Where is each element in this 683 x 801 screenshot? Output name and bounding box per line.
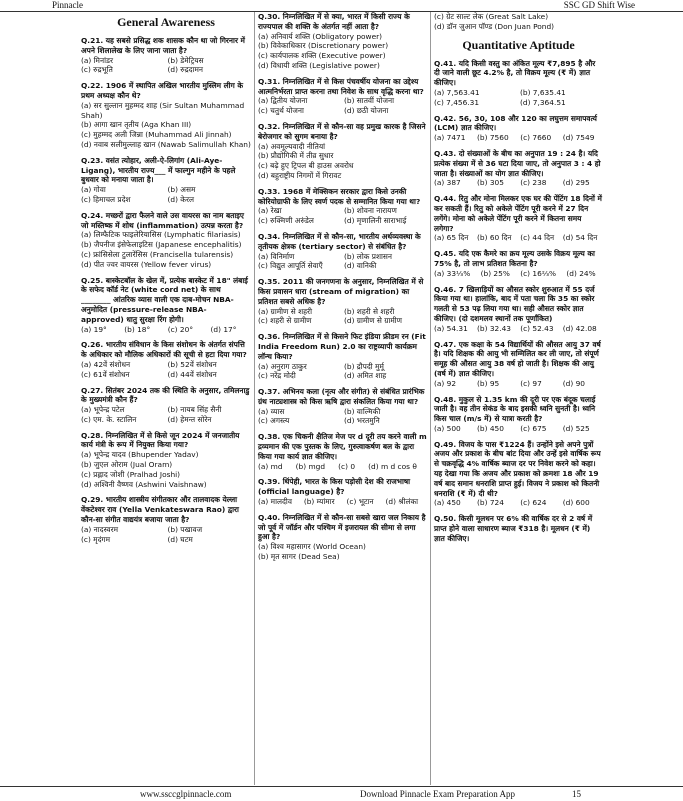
option: (c) 0 bbox=[338, 461, 356, 471]
options-list bbox=[258, 96, 427, 116]
options-list bbox=[81, 360, 251, 380]
question-text: Q.46. 7 खिलाड़ियों का औसत स्कोर शुरुआत में 55 दर्ज किया गया था। हालांकि, बाद में पता चला कि 35 का स्कोर गलती से 53 पढ़ लिया गया था। सही औसत स्कोर ज्ञात कीजिए। (दो दशमलव स्थानों तक पूर्णांकित) bbox=[434, 284, 595, 323]
question-block bbox=[434, 514, 603, 543]
option: (a) 42वें संशोधन bbox=[81, 359, 131, 369]
option: (d) बहुराष्ट्रीय निगमों में गिरावट bbox=[258, 170, 342, 180]
option: (c) कार्यपालक शक्ति (Executive power) bbox=[258, 51, 386, 61]
option: (d) केरल bbox=[167, 194, 195, 204]
question-block bbox=[258, 232, 427, 271]
question-text: Q.32. निम्नलिखित में से कौन-सा वह प्रमुख कारक है जिसने बेरोजगार को सुगम बनाया है? bbox=[258, 121, 426, 141]
question-block bbox=[81, 340, 251, 379]
option: (b) 60 दिन bbox=[477, 233, 512, 243]
option: (a) विनिर्माण bbox=[258, 251, 295, 261]
option: (d) 295 bbox=[562, 178, 590, 188]
question-text: Q.27. सितंबर 2024 तक की स्थिति के अनुसार, तमिलनाडु के मुख्यमंत्री कौन हैं? bbox=[81, 385, 250, 405]
option: (a) 500 bbox=[434, 423, 461, 433]
option: (b) मृत सागर (Dead Sea) bbox=[258, 552, 340, 562]
column-middle bbox=[254, 12, 430, 785]
question-block bbox=[258, 387, 427, 426]
footer-app-promo: Download Pinnacle Exam Preparation App bbox=[360, 789, 515, 799]
option: (d) 525 bbox=[562, 423, 590, 433]
option: (a) अवमूल्यवादी नीतियां bbox=[258, 141, 326, 151]
question-text: Q.33. 1968 में मेक्सिकन सरकार द्वारा किसे उनकी कोरियोग्राफी के लिए स्वर्ण पदक से सम्मानित किया गया था? bbox=[258, 186, 421, 206]
question-block bbox=[434, 440, 603, 509]
option: (b) पखावज bbox=[167, 524, 203, 534]
question-text: Q.36. निम्नलिखित में से किसने फिट इंडिया फ्रीडम रन (Fit India Freedom Run) 2.0 का राष्ट्रव्यापी कार्यक्रम लॉन्च किया? bbox=[258, 332, 426, 361]
option: (a) मिनांडर bbox=[81, 55, 113, 65]
options-list bbox=[81, 325, 251, 335]
option: (b) वाल्मिकी bbox=[344, 406, 381, 416]
option: (a) अनुराग ठाकुर bbox=[258, 361, 307, 371]
question-block bbox=[81, 211, 251, 270]
options-list bbox=[258, 252, 427, 272]
question-block bbox=[81, 495, 251, 544]
option: (c) रुक्मिणी अरुंडेल bbox=[258, 216, 314, 226]
question-text: Q.42. 56, 30, 108 और 120 का लघुत्तम समापवर्त्य (LCM) ज्ञात कीजिए। bbox=[434, 113, 597, 133]
question-text: Q.45. यदि एक कैमरे का क्रय मूल्य उसके विक्रय मूल्य का 75% है, तो लाभ प्रतिशत कितना है? bbox=[434, 249, 595, 268]
options-list bbox=[434, 269, 603, 279]
option: (c) रुद्रभूति bbox=[81, 65, 113, 75]
question-text: Q.22. 1906 में स्थापित अखिल भारतीय मुस्लिम लीग के प्रथम अध्यक्ष कौन थे? bbox=[81, 81, 244, 100]
option: (b) 7560 bbox=[477, 133, 509, 143]
question-text: Q.38. एक चिकनी क्षैतिज मेज पर d दूरी तय करने वाली m द्रव्यमान की एक पुस्तक के लिए, गुरुत्वाकर्षण बल के द्वारा किया गया कार्य ज्ञात कीजिए। bbox=[258, 432, 427, 461]
options-list bbox=[434, 233, 603, 243]
option: (d) 17° bbox=[210, 324, 237, 334]
option: (d) नवाब सलीमुल्लाह खान (Nawab Salimullah Khan) bbox=[81, 139, 251, 149]
question-block bbox=[434, 59, 603, 108]
question-text: Q.37. अभिनय कला (नृत्य और संगीत) से संबंधित प्रारंभिक ग्रंथ नाट्यशास्त्र को किस ऋषि द्वारा संकलित किया गया था? bbox=[258, 387, 425, 406]
option: (d) वानिकी bbox=[344, 261, 377, 271]
option: (d) विधायी शक्ति (Legislative power) bbox=[258, 60, 380, 70]
question-text: Q.43. दो संख्याओं के बीच का अनुपात 19 : 24 है। यदि प्रत्येक संख्या में से 36 घटा दिया जाए, तो अनुपात 3 : 4 हो जाता है। संख्याओं का योग ज्ञात कीजिए। bbox=[434, 148, 601, 178]
question-text: Q.30. निम्नलिखित में से क्या, भारत में किसी राज्य के राज्यपाल की शक्ति के अंतर्गत नहीं आता है? bbox=[258, 12, 410, 31]
question-block bbox=[258, 477, 427, 506]
option: (d) अमित शाह bbox=[344, 371, 387, 381]
option: (c) 44 दिन bbox=[520, 233, 555, 243]
option: (c) बढ़े हुए ट्रिपल बी हाउस अवरोध bbox=[258, 161, 354, 171]
page-number: 15 bbox=[572, 789, 581, 799]
option: (a) विश्व महासागर (World Ocean) bbox=[258, 542, 366, 552]
option: (b) 95 bbox=[477, 378, 500, 388]
option: (a) भूपेन्द्र पटेल bbox=[81, 405, 125, 415]
option: (d) अश्विनी वैष्णव (Ashwini Vaishnaw) bbox=[81, 479, 207, 489]
option: (c) हिमाचल प्रदेश bbox=[81, 194, 131, 204]
option: (b) 724 bbox=[477, 498, 504, 508]
question-block bbox=[258, 277, 427, 326]
option: (a) 387 bbox=[434, 178, 461, 188]
question-text: Q.39. थिंपेही, भारत के किस पड़ोसी देश की राजभाषा (official language) है? bbox=[258, 477, 411, 497]
option: (a) 7,563.41 bbox=[434, 87, 480, 97]
section-title: General Awareness bbox=[117, 15, 215, 29]
option: (d) पीत ज्वर वायरस (Yellow fever virus) bbox=[81, 259, 212, 269]
options-list bbox=[434, 88, 603, 108]
header-brand: Pinnacle bbox=[52, 0, 83, 10]
question-block bbox=[434, 194, 603, 243]
option: (a) ग्रामीण से शहरी bbox=[258, 306, 312, 316]
options-list bbox=[258, 497, 427, 507]
option: (a) सर सुल्तान मुहम्मद शाह (Sir Sultan Muhammad Shah) bbox=[81, 100, 245, 120]
options-list bbox=[258, 32, 427, 71]
option: (c) 61वें संशोधन bbox=[81, 369, 130, 379]
options-list bbox=[81, 230, 251, 269]
option: (a) लिम्फैटिक फाइलेरियासिस (Lymphatic filariasis) bbox=[81, 230, 241, 240]
question-text: Q.34. निम्नलिखित में से कौन-सा, भारतीय अर्थव्यवस्था के तृतीयक क्षेत्रक (tertiary sector) से संबंधित है? bbox=[258, 231, 421, 251]
option: (b) 18° bbox=[124, 324, 151, 334]
option: (d) भरतमुनि bbox=[344, 416, 380, 426]
option: (d) 54 दिन bbox=[562, 233, 598, 243]
question-block bbox=[434, 249, 603, 278]
option: (a) 7471 bbox=[434, 133, 466, 143]
question-text: Q.35. 2011 की जनगणना के अनुसार, निम्नलिखित में से किस प्रवासन धारा (stream of migration) का प्रतिशत सबसे अधिक है? bbox=[258, 277, 424, 306]
footer-website: www.ssccglpinnacle.com bbox=[140, 789, 232, 799]
option: (c) फ्रांसिसेला टुलारेंसिस (Francisella tularensis) bbox=[81, 249, 234, 259]
options-list bbox=[258, 462, 427, 472]
option: (a) md bbox=[258, 461, 283, 471]
option: (a) व्यास bbox=[258, 406, 285, 416]
option: (a) गोवा bbox=[81, 185, 106, 195]
option: (d) 24% bbox=[566, 268, 596, 278]
option: (d) 7,364.51 bbox=[520, 97, 566, 107]
option: (d) 7549 bbox=[562, 133, 595, 143]
option: (d) m d cos θ bbox=[368, 461, 417, 471]
question-text: Q.29. भारतीय शास्त्रीय संगीतकार और तालवादक येल्ला वेंकटेश्वर राव (Yella Venkateswara Rao) द्वारा कौन-सा संगीत वाद्ययंत्र बजाया जाता है? bbox=[81, 495, 239, 525]
header-exam-title: SSC GD Shift Wise bbox=[563, 0, 635, 10]
question-text: Q.41. यदि किसी वस्तु का अंकित मूल्य ₹7,895 है और दी जाने वाली छूट 4.2% है, तो विक्रय मूल्य (₹ में) ज्ञात कीजिए। bbox=[434, 58, 596, 88]
question-block bbox=[258, 513, 427, 562]
option: (d) मृणालिनी साराभाई bbox=[344, 216, 407, 226]
option: (a) 19° bbox=[81, 324, 107, 334]
question-text: Q.49. विजय के पास ₹1224 हैं। उन्होंने इसे अपने पुत्रों अजय और प्रकाश के बीच बांट दिया और उन्हें इसे वार्षिक रूप से चक्रवृद्धि 4% वार्षिक ब्याज दर पर निवेश करने को कहा। यह देखा गया कि अजय और प्रकाश को क्रमशः 18 और 19 वर्ष बाद समान धनराशि प्राप्त हुई। विजय ने प्रकाश को कितनी धनराशि (₹ में) दी थी? bbox=[434, 439, 601, 498]
option: (d) 44वें संशोधन bbox=[167, 369, 217, 379]
options-list bbox=[258, 407, 427, 427]
option: (c) 7,456.31 bbox=[434, 97, 480, 107]
question-block bbox=[434, 149, 603, 188]
question-text: Q.44. रितु और मोना मिलकर एक घर की पेंटिंग 18 दिनों में कर सकती हैं। रितु को अकेले पेंटिंग पूरी करने में 27 दिन लगेंगे। मोना को अकेले पेंटिंग पूरी करने में कितना समय लगेगा? bbox=[434, 194, 602, 233]
question-text: Q.40. निम्नलिखित में से कौन-सा सबसे खारा जल निकाय है जो पूर्व में जॉर्डन और पश्चिम में इजरायल की सीमा से लगा हुआ है? bbox=[258, 512, 426, 542]
option: (d) 90 bbox=[562, 378, 586, 388]
option: (c) प्रह्लाद जोशी (Pralhad Joshi) bbox=[81, 469, 181, 479]
option: (c) 675 bbox=[520, 423, 547, 433]
option: (b) 52वें संशोधन bbox=[167, 359, 217, 369]
options-list bbox=[434, 424, 603, 434]
question-text: Q.31. निम्नलिखित में से किस पंचवर्षीय योजना का उद्देश्य आत्मनिर्भरता प्राप्त करना तथा निवेश के साथ वृद्धि करना था? bbox=[258, 76, 424, 96]
option: (b) 25% bbox=[480, 268, 510, 278]
option: (c) शहरी से ग्रामीण bbox=[258, 316, 312, 326]
options-list bbox=[434, 324, 603, 334]
question-text: Q.25. बास्केटबॉल के खेल में, प्रत्येक बास्केट में 18" लंबाई के सफेद कॉर्ड नेट (white cord net) के साथ ________ आंतरिक व्यास वाली एक दाब-मोचन NBA-अनुमोदित (pressure-release NBA- approved) धातु सुरक्षा रिंग होगी। bbox=[81, 275, 248, 324]
question-columns bbox=[78, 12, 606, 785]
option: (c) चतुर्थ योजना bbox=[258, 106, 304, 116]
option: (b) शोवना नारायण bbox=[344, 206, 397, 216]
options-list bbox=[434, 133, 603, 143]
question-text: Q.21. यह सबसे प्रसिद्ध शक शासक कौन था जो गिरनार में अपने शिलालेख के लिए जाना जाता है? bbox=[81, 36, 245, 55]
options-list bbox=[434, 498, 603, 508]
option: (b) द्रौपदी मुर्मू bbox=[344, 361, 384, 371]
option: (c) एम. के. स्टालिन bbox=[81, 414, 137, 424]
option: (c) 20° bbox=[167, 324, 194, 334]
option: (d) छठी योजना bbox=[344, 106, 389, 116]
options-list bbox=[258, 206, 427, 226]
option: (b) mgd bbox=[295, 461, 326, 471]
option: (c) भूटान bbox=[346, 497, 374, 507]
option: (d) हेमन्त सोरेन bbox=[167, 414, 212, 424]
carryover-options bbox=[434, 12, 603, 32]
question-text: Q.47. एक कक्षा के 54 विद्यार्थियों की औसत आयु 37 वर्ष है। यदि शिक्षक की आयु भी सम्मिलित कर ली जाए, तो संपूर्ण समूह की औसत आयु 38 वर्ष हो जाती है। शिक्षक की आयु (वर्ष में) ज्ञात कीजिए। bbox=[434, 339, 601, 378]
option: (b) म्यांमार bbox=[303, 497, 335, 507]
page-footer bbox=[0, 786, 683, 801]
question-text: Q.28. निम्नलिखित में से किसे जून 2024 में जनजातीय कार्य मंत्री के रूप में नियुक्त किया गया? bbox=[81, 430, 240, 450]
page-header bbox=[0, 0, 683, 12]
option: (d) 600 bbox=[562, 498, 590, 508]
question-text: Q.26. भारतीय संविधान के किस संशोधन के अंतर्गत संपत्ति के अधिकार को मौलिक अधिकारों की सूची से हटा दिया गया? bbox=[81, 340, 247, 360]
option: (c) 238 bbox=[520, 178, 547, 188]
options-list bbox=[81, 185, 251, 205]
question-block bbox=[81, 386, 251, 425]
question-block bbox=[81, 156, 251, 205]
option: (c) विद्युत आपूर्ति सेवाएँ bbox=[258, 261, 323, 271]
question-block bbox=[81, 81, 251, 150]
option: (b) जुएल ओराम (Jual Oram) bbox=[81, 460, 173, 470]
option: (b) जैपनीज इंसेफेलाइटिस (Japanese encephalitis) bbox=[81, 240, 242, 250]
option: (a) अनिवार्य शक्ति (Obligatory power) bbox=[258, 31, 383, 41]
question-block bbox=[434, 395, 603, 434]
option: (a) मालदीव bbox=[258, 497, 292, 507]
option: (c) नरेंद्र मोदी bbox=[258, 371, 296, 381]
question-block bbox=[258, 187, 427, 226]
option: (b) असम bbox=[167, 185, 196, 195]
options-list bbox=[258, 142, 427, 181]
question-text: Q.48. मुकुल से 1.35 km की दूरी पर एक बंदूक चलाई जाती है। वह तीन सेकंड के बाद इसकी ध्वनि सुनती है। ध्वनि किस चाल (m/s में) से यात्रा करती है? bbox=[434, 394, 596, 424]
option: (b) लोक प्रशासन bbox=[344, 251, 393, 261]
option: (b) नायब सिंह सैनी bbox=[167, 405, 222, 415]
section-title: Quantitative Aptitude bbox=[462, 37, 575, 52]
column-left bbox=[78, 12, 254, 785]
option: (b) सातवीं योजना bbox=[344, 96, 395, 106]
question-block bbox=[434, 285, 603, 334]
option: (b) 450 bbox=[477, 423, 504, 433]
option: (a) 92 bbox=[434, 378, 457, 388]
option: (b) 32.43 bbox=[477, 323, 511, 333]
options-list bbox=[81, 525, 251, 545]
option: (a) 65 दिन bbox=[434, 233, 469, 243]
question-block bbox=[81, 36, 251, 75]
option: (a) द्वितीय योजना bbox=[258, 96, 308, 106]
option: (c) 624 bbox=[520, 498, 547, 508]
options-list bbox=[258, 542, 427, 562]
option: (c) मुहम्मद अली जिन्ना (Muhammad Ali Jinnah) bbox=[81, 130, 232, 140]
question-block bbox=[258, 12, 427, 71]
option: (b) डेमेट्रियस bbox=[167, 55, 204, 65]
option: (b) शहरी से शहरी bbox=[344, 306, 395, 316]
question-text: Q.23. वसंत त्योहार, अली-ऐ-लिगांग (Ali-Aye-Ligang), भारतीय राज्य___ में फाल्गुन महीने के पहले बुधवार को मनाया जाता है। bbox=[81, 155, 236, 185]
option: (a) 450 bbox=[434, 498, 461, 508]
option: (b) 305 bbox=[477, 178, 504, 188]
option: (c) 52.43 bbox=[520, 323, 554, 333]
options-list bbox=[434, 379, 603, 389]
option: (a) 33⅓% bbox=[434, 268, 471, 278]
question-block bbox=[258, 332, 427, 381]
option: (b) प्रौद्योगिकी में तीव्र सुधार bbox=[258, 151, 334, 161]
options-list bbox=[81, 56, 251, 76]
option: (c) ग्रेट साल्ट लेक (Great Salt Lake) bbox=[434, 12, 549, 21]
option: (c) 97 bbox=[520, 378, 542, 388]
column-right bbox=[430, 12, 606, 785]
question-block bbox=[258, 432, 427, 471]
option: (c) 16⅔% bbox=[520, 268, 557, 278]
options-list bbox=[434, 178, 603, 188]
options-list bbox=[81, 101, 251, 150]
question-block bbox=[81, 431, 251, 490]
options-list bbox=[81, 450, 251, 489]
question-text: Q.24. मच्छरों द्वारा फैलने वाले उस वायरस का नाम बताइए जो मस्तिष्क में शोथ (inflammation) उत्पन्न करता है? bbox=[81, 210, 245, 230]
option: (b) विवेकाधिकार (Discretionary power) bbox=[258, 41, 389, 51]
option: (a) 54.31 bbox=[434, 323, 468, 333]
question-block bbox=[434, 340, 603, 389]
options-list bbox=[81, 405, 251, 425]
option: (a) भूपेन्द्र यादव (Bhupender Yadav) bbox=[81, 450, 199, 460]
option: (d) डॉन जुआन पॉण्ड (Don Juan Pond) bbox=[434, 21, 555, 31]
option: (d) श्रीलंका bbox=[385, 497, 419, 507]
question-block bbox=[258, 77, 427, 116]
options-list bbox=[258, 307, 427, 327]
option: (b) 7,635.41 bbox=[520, 87, 566, 97]
option: (d) ग्रामीण से ग्रामीण bbox=[344, 316, 403, 326]
option: (c) मृदंगम bbox=[81, 534, 111, 544]
option: (a) नादस्वरम bbox=[81, 524, 119, 534]
option: (a) रेखा bbox=[258, 206, 282, 216]
option: (d) घटम bbox=[167, 534, 193, 544]
option: (d) रुद्रदामन bbox=[167, 65, 204, 75]
question-block bbox=[258, 122, 427, 181]
option: (b) आगा खान तृतीय (Aga Khan III) bbox=[81, 120, 192, 130]
question-block bbox=[81, 276, 251, 335]
option: (c) अगस्त्य bbox=[258, 416, 290, 426]
options-list bbox=[258, 362, 427, 382]
question-block bbox=[434, 114, 603, 143]
option: (d) 42.08 bbox=[562, 323, 597, 333]
question-text: Q.50. किसी मूलधन पर 6% की वार्षिक दर से 2 वर्ष में प्राप्त होने वाला साधारण ब्याज ₹318 है। मूलधन (₹ में) ज्ञात कीजिए। bbox=[434, 514, 593, 543]
option: (c) 7660 bbox=[520, 133, 552, 143]
